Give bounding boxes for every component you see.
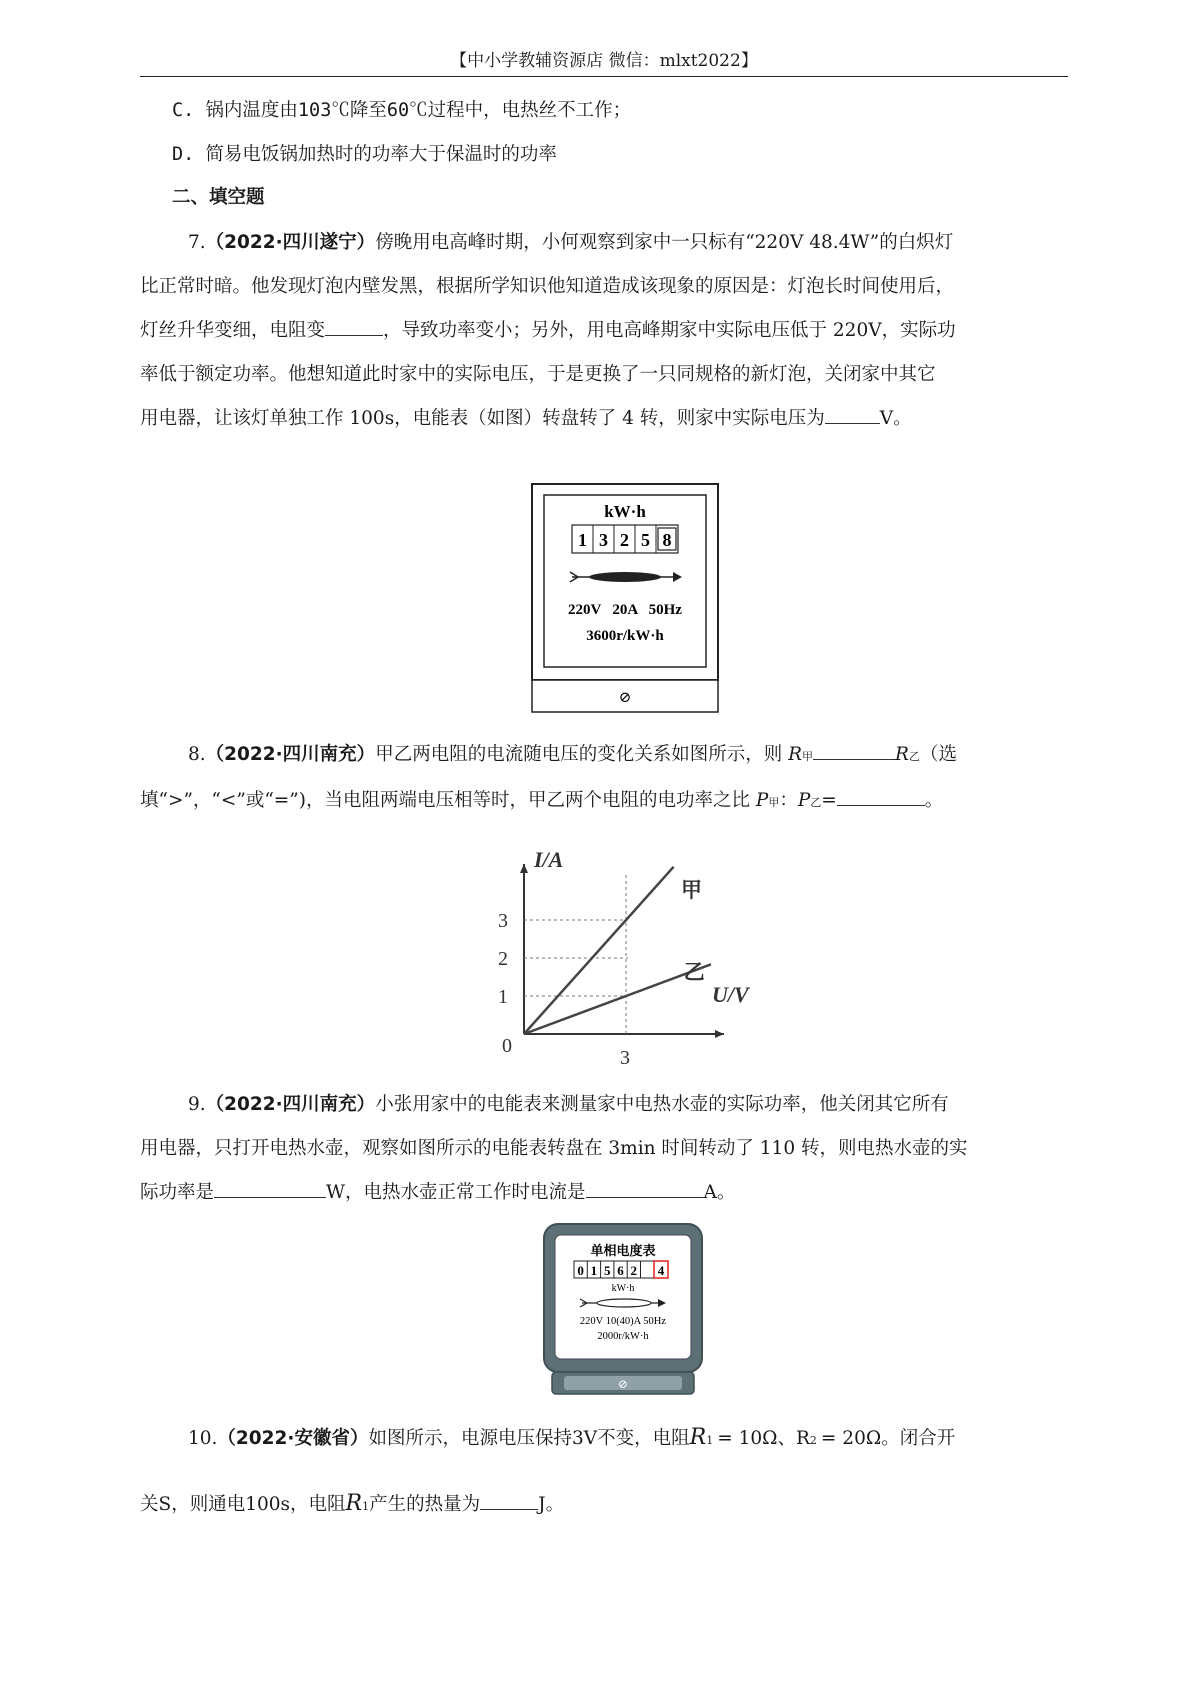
q7-number: 7. — [188, 232, 206, 253]
option-d: D. 简易电饭锅加热时的功率大于保温时的功率 — [172, 144, 557, 165]
q10-text-1a: 如图所示，电源电压保持 — [368, 1428, 572, 1449]
q8-number: 8. — [188, 744, 206, 765]
q10-r1-again: R — [345, 1491, 363, 1516]
q7-line-4: 率低于额定功率。他想知道此时家中的实际电压，于是更换了一只同规格的新灯泡，关闭家中其它 — [140, 364, 936, 385]
q9-meter-title: 单相电度表 — [590, 1243, 656, 1258]
q9-line-1 — [188, 1090, 1116, 1116]
q8-r-jia-sub: 甲 — [802, 750, 814, 763]
q10-r2-value: = 20Ω — [820, 1428, 882, 1449]
q9-meter-digit: 0 — [577, 1263, 584, 1278]
q10-time: 100s — [245, 1494, 291, 1515]
q8-r-yi-sub: 乙 — [908, 750, 920, 763]
q10-r1: R — [689, 1425, 707, 1450]
q8-blank-1[interactable] — [813, 741, 895, 760]
q10-switch: S — [158, 1494, 172, 1515]
q9-meter-digit: 2 — [630, 1263, 638, 1278]
q9-meter-digit: 5 — [603, 1263, 611, 1278]
q7-meter-digit: 1 — [578, 530, 587, 550]
q8-eq: = — [821, 790, 837, 811]
q10-separator: 、 — [777, 1428, 796, 1449]
q8-p-jia-sub: 甲 — [768, 796, 780, 809]
q8-y-axis-label: I/A — [534, 847, 564, 872]
q10-r1-value: = 10Ω — [717, 1428, 778, 1449]
q8-line-label-jia: 甲 — [681, 878, 702, 903]
section-title: 二、填空题 — [172, 187, 265, 208]
q8-blank-2[interactable] — [837, 787, 925, 806]
q7-meter-digit: 3 — [599, 530, 608, 550]
q10-unit-j: J — [538, 1494, 546, 1515]
q8-iu-graph — [482, 834, 772, 1064]
q9-meter-digit: 6 — [617, 1263, 624, 1278]
q7-blank-1[interactable] — [325, 317, 383, 336]
q7-text-5a: 用电器，让该灯单独工作 100s，电能表（如图）转盘转了 4 转，则家中实际电压为 — [140, 408, 825, 429]
q8-line-label-yi: 乙 — [683, 959, 705, 984]
q8-text-2a: 填“>”，“<”或“=”)，当电阻两端电压相等时，甲乙两个电阻的电功率之比 — [140, 790, 756, 811]
q10-blank[interactable] — [480, 1491, 538, 1510]
q8-r-yi: R — [895, 744, 909, 765]
y-tick-label: 1 — [498, 986, 508, 1008]
q7-meter-unit: kW·h — [604, 502, 646, 521]
q7-meter-knob-icon: ⊘ — [618, 690, 632, 706]
q9-blank-1[interactable] — [214, 1179, 326, 1198]
q9-text-3a: 际功率是 — [140, 1182, 215, 1203]
q9-meter-knob-icon: ⊘ — [617, 1377, 629, 1391]
q9-blank-2[interactable] — [586, 1179, 704, 1198]
q10-r2-sub: 2 — [809, 1434, 817, 1447]
q9-meter-rate: 2000r/kW·h — [597, 1331, 649, 1342]
q10-number: 10. — [188, 1428, 218, 1449]
q7-text-5b: V。 — [879, 408, 912, 429]
q7-line-5 — [140, 404, 1068, 430]
q8-r-jia: R — [788, 744, 803, 765]
q10-r1-sub: 1 — [706, 1434, 714, 1447]
q9-line-3 — [140, 1178, 1068, 1204]
q10-line-2 — [140, 1490, 1068, 1516]
y-tick-label: 2 — [498, 948, 508, 970]
q7-meter-digit: 8 — [662, 530, 672, 550]
q9-meter-unit: kW·h — [611, 1283, 635, 1294]
q10-text-2b: ，则通电 — [171, 1494, 246, 1515]
q9-source: （2022·四川南充） — [205, 1094, 376, 1115]
x-axis-arrow-icon — [715, 1030, 724, 1038]
q8-text-1b: （选 — [919, 744, 957, 765]
series-line-jia — [524, 867, 674, 1034]
q8-end: 。 — [924, 790, 944, 811]
q9-number: 9. — [188, 1094, 206, 1115]
q10-text-2a: 关 — [140, 1494, 159, 1515]
q10-text-1b: 不变，电阻 — [597, 1428, 690, 1449]
q8-origin-label: 0 — [502, 1035, 512, 1057]
q9-text-3c: A。 — [703, 1182, 736, 1203]
q8-line-2 — [140, 786, 1068, 812]
q7-meter-rate: 3600r/kW·h — [586, 628, 664, 644]
q7-line-2: 比正常时暗。他发现灯泡内壁发黑，根据所学知识他知道造成该现象的原因是：灯泡长时间使用后， — [140, 276, 955, 297]
q9-meter-specs: 220V 10(40)A 50Hz — [579, 1316, 667, 1327]
q8-p-jia: P — [755, 790, 769, 811]
q8-p-yi-sub: 乙 — [810, 796, 822, 809]
q9-meter-digit: 1 — [590, 1263, 598, 1278]
q8-x-axis-label: U/V — [712, 982, 749, 1007]
q7-line-3 — [140, 316, 1068, 342]
q10-r2: R — [795, 1428, 810, 1449]
q8-source: （2022·四川南充） — [205, 744, 376, 765]
q10-line-1 — [188, 1424, 1116, 1450]
q7-text-3b: ，导致功率变小；另外，用电高峰期家中实际电压低于 220V，实际功 — [383, 320, 956, 341]
q8-p-yi: P — [797, 790, 811, 811]
option-c: C. 锅内温度由103℃降至60℃过程中，电热丝不工作； — [172, 100, 632, 121]
q7-line-1 — [188, 228, 1116, 254]
q7-text-3a: 灯丝升华变细，电阻变 — [140, 320, 326, 341]
q10-source: （2022·安徽省） — [217, 1428, 369, 1449]
q7-text-1: 傍晚用电高峰时期，小何观察到家中一只标有“220V 48.4W”的白炽灯 — [375, 232, 954, 253]
y-tick-label: 3 — [498, 910, 508, 932]
q9-meter-figure — [542, 1222, 704, 1396]
y-axis-arrow-icon — [520, 864, 528, 873]
q7-blank-2[interactable] — [825, 405, 880, 424]
q10-text-1c: 。闭合开 — [881, 1428, 956, 1449]
q7-meter-figure — [530, 482, 720, 714]
q10-voltage: 3V — [571, 1428, 598, 1449]
q8-text-1a: 甲乙两电阻的电流随电压的变化关系如图所示，则 — [375, 744, 789, 765]
page-header: 【中小学教辅资源店 微信：mlxt2022】 — [450, 51, 758, 71]
x-tick-label: 3 — [620, 1047, 630, 1064]
header-rule — [140, 76, 1068, 77]
q10-text-2c: ，电阻 — [290, 1494, 346, 1515]
q8-colon: ： — [779, 790, 798, 811]
q8-line-1 — [188, 740, 1116, 766]
q9-text-1: 小张用家中的电能表来测量家中电热水壶的实际功率，他关闭其它所有 — [375, 1094, 949, 1115]
q7-source: （2022·四川遂宁） — [205, 232, 376, 253]
q9-text-3b: W，电热水壶正常工作时电流是 — [326, 1182, 586, 1203]
q10-text-2d: 产生的热量为 — [369, 1494, 481, 1515]
q9-line-2: 用电器，只打开电热水壶，观察如图所示的电能表转盘在 3min 时间转动了 110 转，则电热水壶的实 — [140, 1138, 968, 1159]
q7-meter-specs: 220V 20A 50Hz — [568, 602, 682, 618]
q9-meter-digit: 4 — [657, 1263, 665, 1278]
q10-r1-again-sub: 1 — [362, 1500, 370, 1513]
q7-meter-digit: 5 — [641, 530, 650, 550]
q7-meter-digit: 2 — [620, 530, 629, 550]
q10-text-2f: 。 — [545, 1494, 565, 1515]
